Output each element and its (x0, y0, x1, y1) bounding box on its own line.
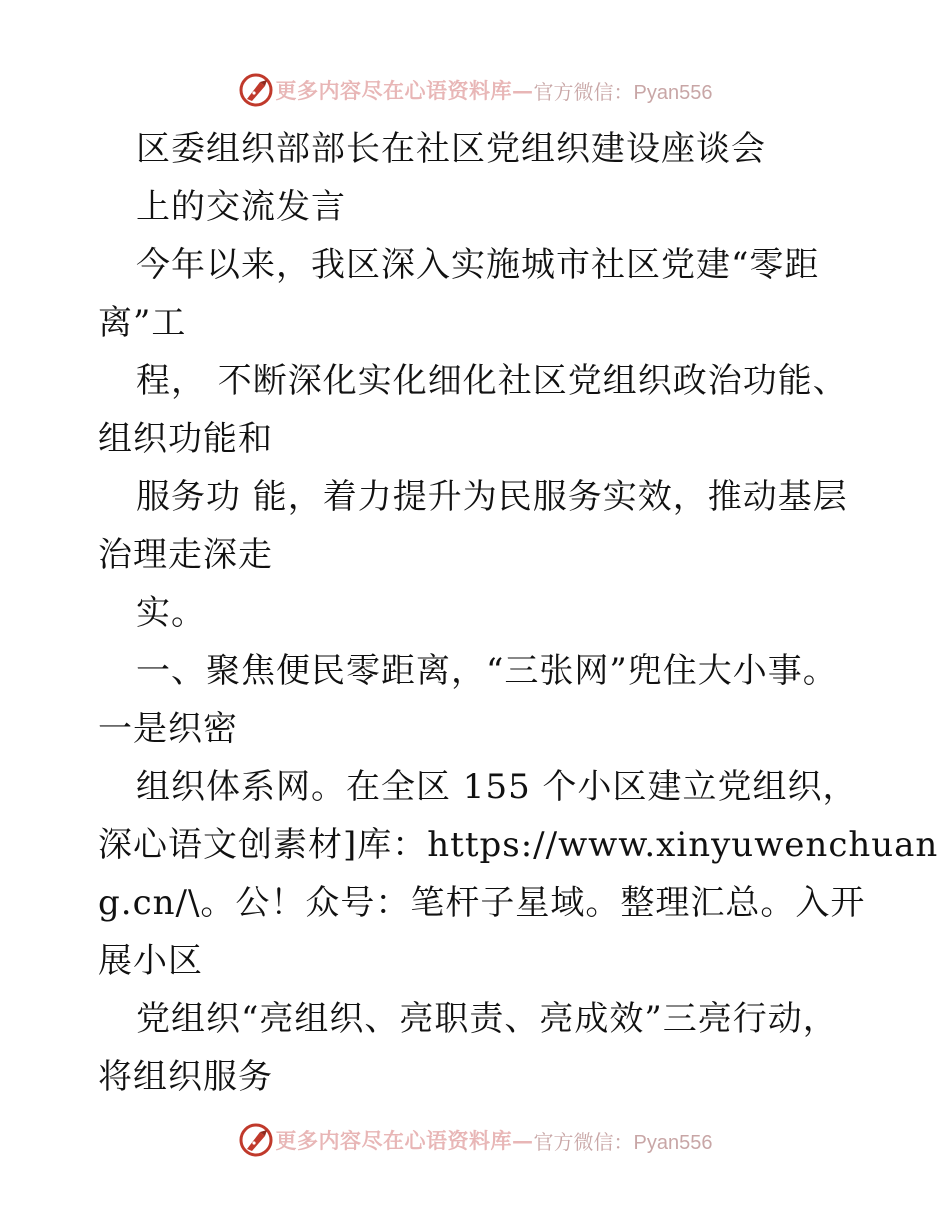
document-body (98, 120, 939, 1106)
text-line: 程， 不断深化实化细化社区党组织政治功能、 (136, 361, 848, 401)
text-line: 组织体系网。在全区 155 个小区建立党组织， (136, 767, 858, 807)
text-line: g.cn/\。公！众号：笔杆子星域。整理汇总。入开 (98, 883, 866, 923)
watermark-wechat: 官方微信：Pyan556 (533, 1131, 713, 1154)
watermark-wechat: 官方微信：Pyan556 (533, 81, 713, 104)
text-line: 服务功 能，着力提升为民服务实效，推动基层 (136, 477, 848, 517)
title-line-2: 上的交流发言 (136, 187, 346, 227)
text-line: 将组织服务 (98, 1057, 273, 1097)
title-line-1: 区委组织部部长在社区党组织建设座谈会 (136, 129, 766, 169)
header-watermark (0, 68, 950, 112)
text-line: 今年以来，我区深入实施城市社区党建“零距 (136, 245, 820, 285)
text-line: 深心语文创素材]库：https://www.xinyuwenchuan (98, 825, 939, 865)
text-line: 展小区 (98, 941, 203, 981)
text-line: 实。 (136, 593, 206, 633)
footer-watermark (0, 1118, 950, 1162)
pen-nib-logo-icon (238, 72, 274, 108)
text-line: 一是织密 (98, 709, 238, 749)
text-line: 党组织“亮组织、亮职责、亮成效”三亮行动， (136, 999, 838, 1039)
text-line: 离”工 (98, 303, 187, 343)
watermark-text: 更多内容尽在心语资料库— (275, 78, 534, 103)
text-line: 组织功能和 (98, 419, 273, 459)
pen-nib-logo-icon (238, 1122, 274, 1158)
section-heading-line: 一、聚焦便民零距离，“三张网”兜住大小事。 (136, 651, 838, 691)
watermark-text: 更多内容尽在心语资料库— (275, 1128, 534, 1153)
text-line: 治理走深走 (98, 535, 273, 575)
